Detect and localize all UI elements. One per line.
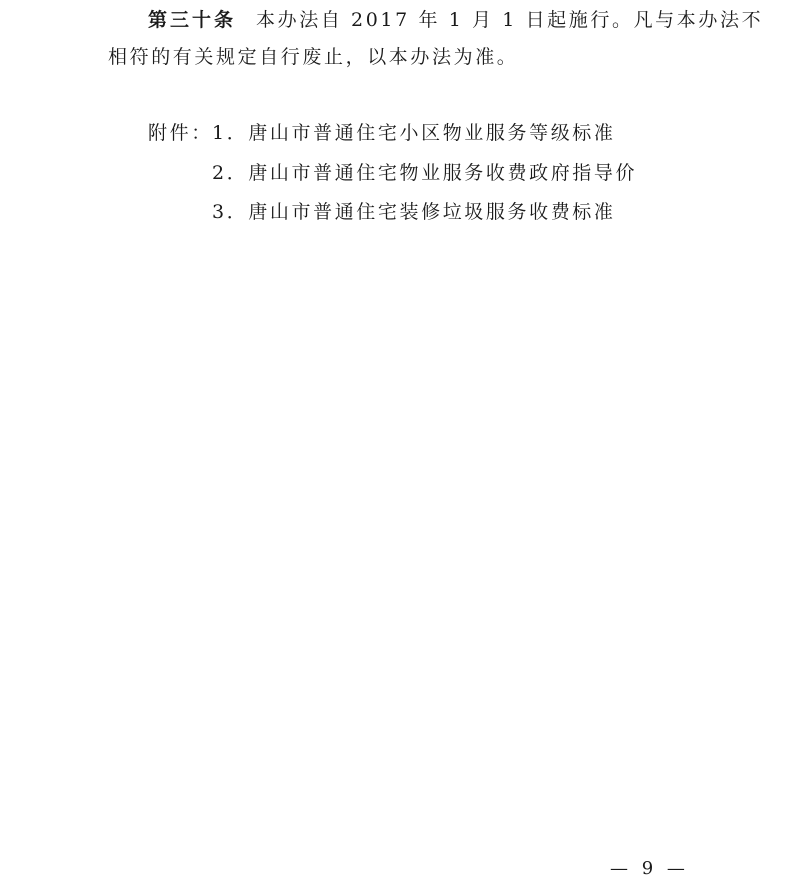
attachment-title: 唐山市普通住宅装修垃圾服务收费标准 bbox=[248, 201, 616, 223]
attachment-item-3 bbox=[212, 200, 616, 224]
page-number: — 9 — bbox=[610, 858, 689, 879]
attachment-title: 唐山市普通住宅小区物业服务等级标准 bbox=[248, 122, 616, 144]
attachment-number: 2． bbox=[212, 162, 249, 184]
attachment-item-2 bbox=[212, 161, 637, 185]
article-text-line-1: 本办法自 2017 年 1 月 1 日起施行。凡与本办法不 bbox=[256, 9, 764, 31]
article-30-line-2 bbox=[108, 45, 518, 69]
attachment-title: 唐山市普通住宅物业服务收费政府指导价 bbox=[248, 162, 638, 184]
attachment-number: 3． bbox=[212, 201, 249, 223]
article-30-line-1 bbox=[148, 8, 763, 32]
article-heading: 第三十条 bbox=[148, 9, 237, 31]
article-text-line-2: 相符的有关规定自行废止，以本办法为准。 bbox=[108, 46, 519, 68]
attachment-item-1 bbox=[212, 121, 616, 145]
attachment-number: 1． bbox=[212, 122, 249, 144]
attachments-label: 附件： bbox=[148, 122, 213, 144]
